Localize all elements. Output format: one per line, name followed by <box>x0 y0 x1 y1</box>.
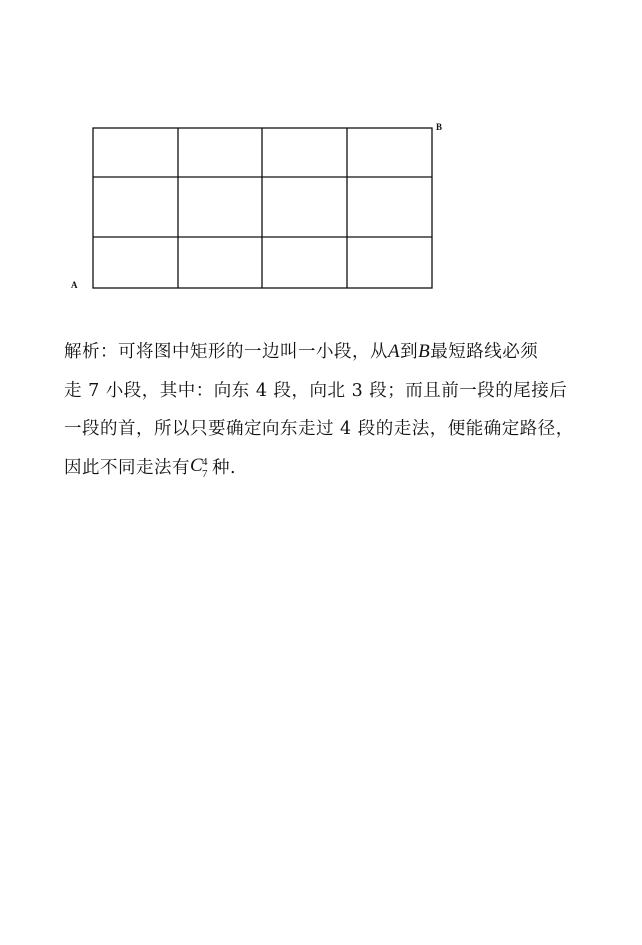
solution-line-4 <box>64 449 619 488</box>
var-a: A <box>388 341 401 362</box>
var-b: B <box>418 341 431 362</box>
combination-formula <box>190 454 212 480</box>
combination-symbol: C <box>190 454 204 476</box>
point-label-b: B <box>436 122 443 132</box>
solution-line-1 <box>64 333 619 372</box>
combination-superscript: 4 <box>202 455 208 468</box>
line1-mid: 到 <box>400 342 419 362</box>
point-label-a: A <box>71 280 78 290</box>
line1-pre: 解析：可将图中矩形的一边叫一小段，从 <box>64 342 388 362</box>
solution-line-3: 一段的首，所以只要确定向东走过 4 段的走法，便能确定路径， <box>64 419 574 439</box>
combination-subscript: 7 <box>202 467 208 480</box>
solution-line-2: 走 7 小段，其中：向东 4 段，向北 3 段；而且前一段的尾接后 <box>64 380 568 401</box>
line4-post: 种. <box>212 457 237 478</box>
line1-post: 最短路线必须 <box>430 342 539 362</box>
grid-diagram <box>0 0 642 320</box>
solution-text <box>64 333 619 487</box>
line4-pre: 因此不同走法有 <box>64 457 190 478</box>
